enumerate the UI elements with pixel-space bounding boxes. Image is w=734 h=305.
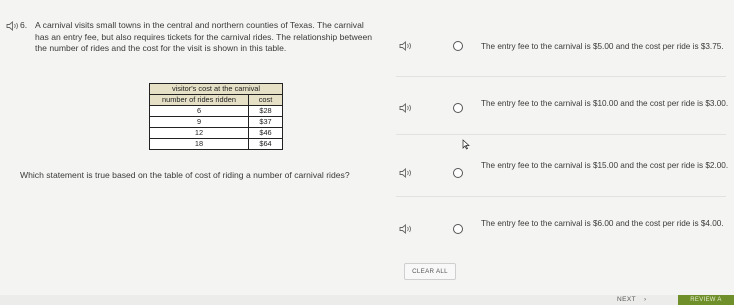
speaker-icon[interactable] <box>399 103 413 113</box>
table-cell: 12 <box>150 128 249 139</box>
table-header-cost: cost <box>249 95 283 106</box>
table-row <box>150 128 283 139</box>
clear-all-button[interactable]: CLEAR ALL <box>404 263 456 280</box>
table-row <box>150 106 283 117</box>
table-cell: 6 <box>150 106 249 117</box>
table-row <box>150 139 283 150</box>
next-label: NEXT <box>617 296 636 303</box>
table-row <box>150 117 283 128</box>
option-3-label[interactable]: The entry fee to the carnival is $15.00 and the cost per ride is $2.00. <box>481 161 729 170</box>
table-cell: $28 <box>249 106 283 117</box>
speaker-icon[interactable] <box>399 224 413 234</box>
table-title: visitor's cost at the carnival <box>150 84 283 95</box>
option-divider <box>396 76 726 77</box>
option-3-radio[interactable] <box>453 168 463 178</box>
cursor-arrow <box>462 139 470 150</box>
speaker-icon[interactable] <box>399 168 413 178</box>
question-prompt: Which statement is true based on the table of cost of riding a number of carnival rides? <box>20 170 350 180</box>
table-cell: 18 <box>150 139 249 150</box>
table-cell: 9 <box>150 117 249 128</box>
option-2-label[interactable]: The entry fee to the carnival is $10.00 and the cost per ride is $3.00. <box>481 99 729 108</box>
table-cell: $64 <box>249 139 283 150</box>
option-divider <box>396 196 726 197</box>
chevron-right-icon: › <box>644 296 647 303</box>
option-2-radio[interactable] <box>453 103 463 113</box>
speaker-icon[interactable] <box>399 41 413 51</box>
table-header-rides: number of rides ridden <box>150 95 249 106</box>
next-button[interactable] <box>617 296 647 303</box>
option-4-radio[interactable] <box>453 224 463 234</box>
option-4-label[interactable]: The entry fee to the carnival is $6.00 and the cost per ride is $4.00. <box>481 219 724 228</box>
question-text: A carnival visits small towns in the central and northern counties of Texas. The carnival has an entry fee, but also requires tickets for the carnival rides. The relationship between the number of rides and the cost for the visit is shown in this table. <box>35 20 373 53</box>
option-divider <box>396 134 726 135</box>
review-button[interactable]: REVIEW A <box>678 295 734 305</box>
cost-table <box>149 83 283 150</box>
table-cell: $46 <box>249 128 283 139</box>
question-number: 6. <box>20 20 28 30</box>
option-1-radio[interactable] <box>453 41 463 51</box>
table-cell: $37 <box>249 117 283 128</box>
option-1-label[interactable]: The entry fee to the carnival is $5.00 and the cost per ride is $3.75. <box>481 42 724 51</box>
speaker-icon[interactable] <box>6 21 20 31</box>
